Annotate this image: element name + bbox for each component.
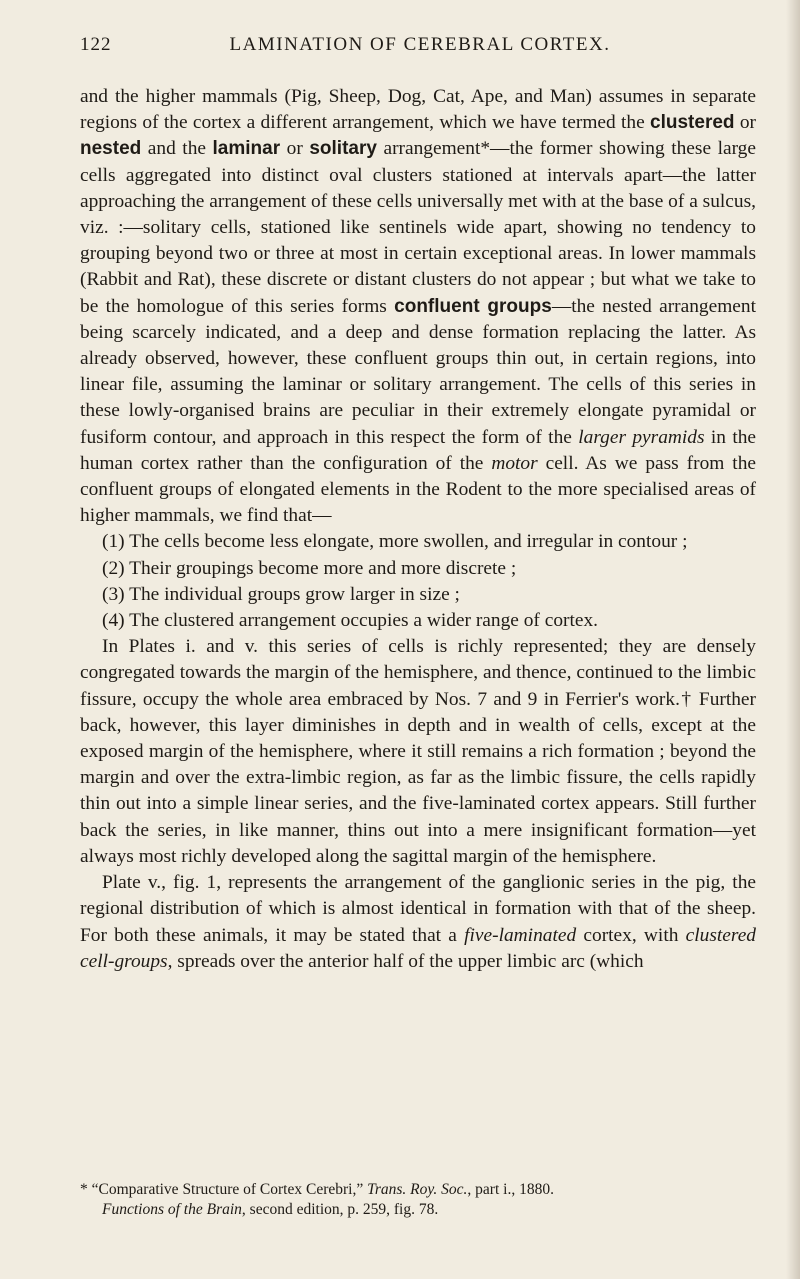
italic-book-title: Functions of the Brain [102, 1201, 242, 1218]
term-confluent-groups: confluent groups [394, 295, 552, 317]
paragraph-1 [80, 84, 756, 529]
italic-motor: motor [491, 452, 538, 474]
term-nested: nested [80, 138, 142, 160]
term-laminar: laminar [212, 138, 281, 160]
text-run: or [734, 112, 756, 134]
footnote-1 [80, 1180, 756, 1200]
list-item: (3) The individual groups grow larger in size ; [102, 583, 460, 605]
page-header [80, 34, 760, 64]
text-run: —the nested arrangement being scarcely indicated, and a deep and dense formation replacing the latter. As already observed, however, these confluent groups thin out, in certain regions, into linear file, assuming the laminar or solitary arrangement. The cells of this series in these lowly-organised brains are peculiar in their extremely elongate pyramidal or fusiform contour, and approach in this respect the form of the [80, 295, 756, 448]
term-clustered: clustered [650, 112, 735, 134]
page-number: 122 [80, 34, 112, 55]
paragraph-3 [80, 870, 756, 975]
text-run: and the higher mammals (Pig, Sheep, Dog, Cat, Ape, and Man) assumes in separate regions of the cortex a different arrangement, which we have termed the [80, 86, 756, 134]
footnotes [80, 1180, 756, 1220]
text-run: , part i., 1880. [467, 1181, 554, 1198]
italic-journal: Trans. Roy. Soc. [367, 1181, 468, 1198]
text-run: , spreads over the anterior half of the upper limbic arc (which [167, 950, 644, 972]
text-run: and the [141, 138, 213, 160]
footnote-2 [80, 1200, 756, 1220]
text-run: cortex, with [576, 924, 686, 946]
italic-larger-pyramids: larger pyramids [578, 426, 705, 448]
italic-clustered-cell-groups: clustered cell-groups [80, 924, 756, 972]
paragraph-2: In Plates i. and v. this series of cells is richly represented; they are densely congregated towards the margin of the hemisphere, and thence, continued to the limbic fissure, occupy the whole area embraced by Nos. 7 and 9 in Ferrier's work.† Further back, however, this layer diminishes in depth and in wealth of cells, except at the exposed margin of the hemisphere, where it still remains a rich formation ; beyond the margin and over the extra-limbic region, as far as the limbic fissure, the cells rapidly thin out into a simple linear series, and the five-laminated cortex appears. Still further back the series, in like manner, thins out into a mere insignificant formation—yet always most richly developed along the sagittal margin of the hemisphere. [80, 636, 756, 867]
text-run: * “Comparative Structure of Cortex Cerebri,” [80, 1181, 368, 1198]
list-item: (2) Their groupings become more and more discrete ; [102, 557, 517, 579]
text-run: or [280, 138, 310, 160]
text-run: arrangement*—the former showing these large cells aggregated into distinct oval clusters stationed at intervals apart—the latter approaching the arrangement of these cells universally met with at the base of a sulcus, viz. :—solitary cells, stationed like sentinels wide apart, showing no tendency to grouping beyond two or three at most in certain exceptional areas. In lower mammals (Rabbit and Rat), these discrete or distant clusters do not appear ; but what we take to be the homologue of this series forms [80, 138, 756, 317]
term-solitary: solitary [309, 138, 377, 160]
text-run: , second edition, p. 259, fig. 78. [241, 1201, 439, 1218]
running-head: LAMINATION OF CEREBRAL CORTEX. [229, 34, 611, 55]
body-text [80, 84, 756, 975]
text-run: Plate v., fig. 1, represents the arrangement of the ganglionic series in the pig, the regional distribution of which is almost identical in formation with that of the sheep. For both these animals, it may be stated that a [80, 872, 756, 946]
text-run: cell. As we pass from the confluent groups of elongated elements in the Rodent to the more specialised areas of higher mammals, we find that— [80, 452, 756, 527]
list-item: (1) The cells become less elongate, more swollen, and irregular in contour ; [102, 531, 688, 553]
list-item: (4) The clustered arrangement occupies a wider range of cortex. [102, 610, 599, 632]
italic-five-laminated: five-laminated [464, 924, 577, 946]
text-run: in the human cortex rather than the configuration of the [80, 426, 757, 474]
